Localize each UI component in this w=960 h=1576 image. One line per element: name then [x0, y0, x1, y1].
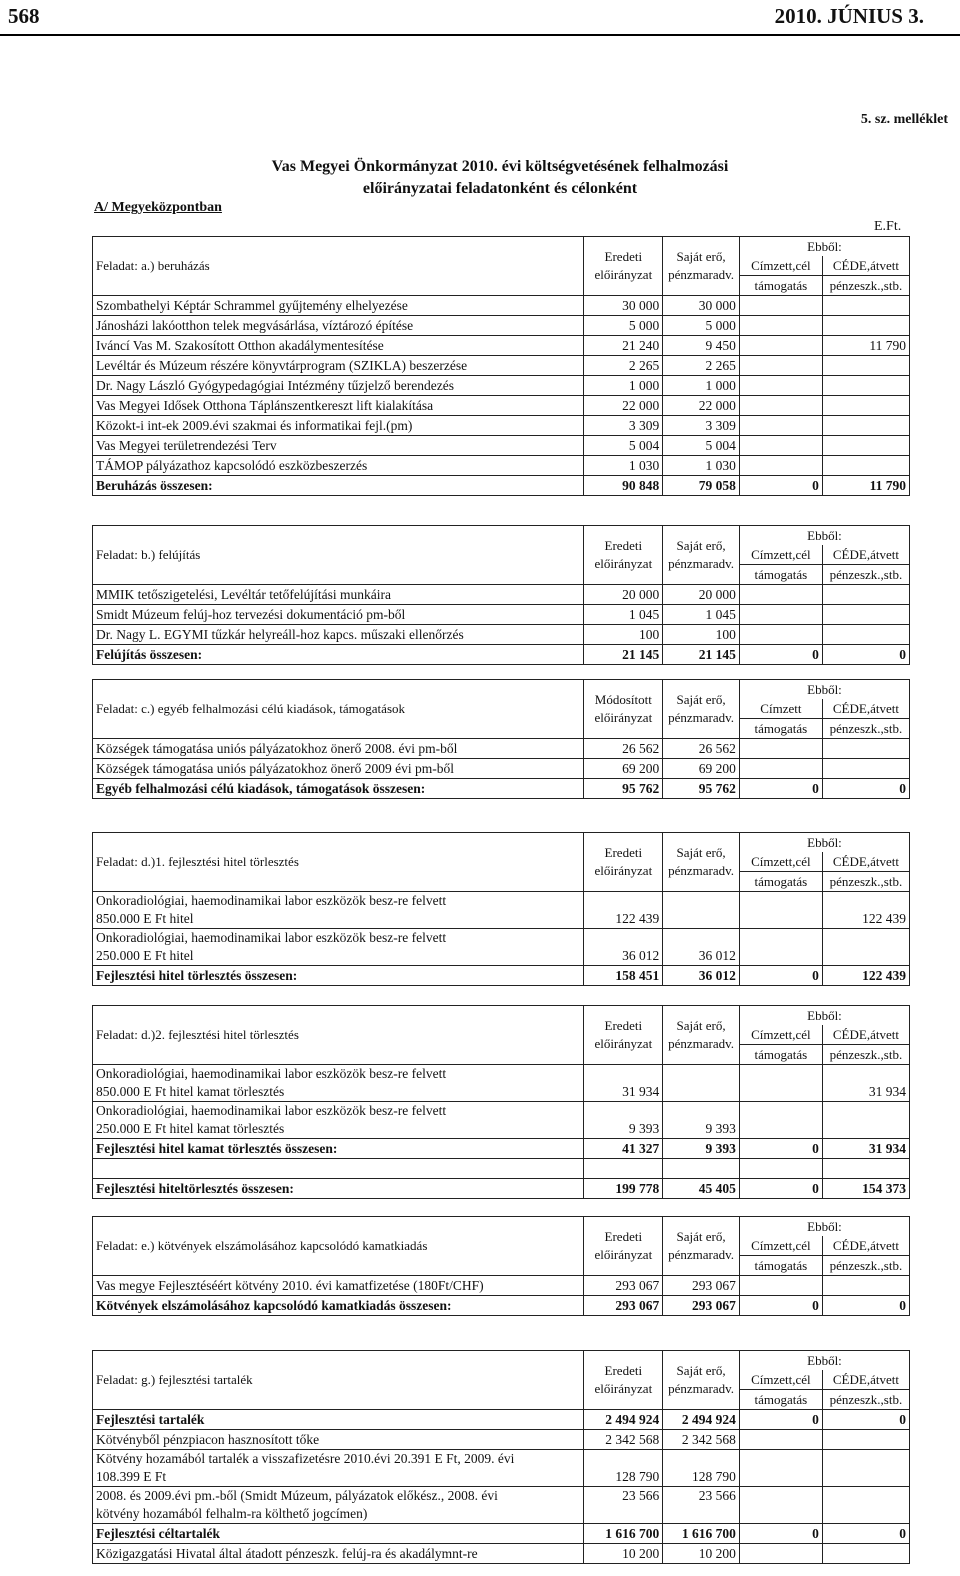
table-row: Közigazgatási Hivatal által átadott pénzeszk. felúj-ra és akadálymnt-re 10 200 10 200: [93, 1544, 910, 1564]
col-ebbol: Ebből:: [739, 1006, 909, 1026]
table-row: Smidt Múzeum felúj-hoz tervezési dokumentáció pm-ből 1 045 1 045: [93, 605, 910, 625]
col-cimzett: Címzett,cél: [739, 1236, 822, 1256]
col-eredeti: Eredeti előirányzat: [584, 1217, 663, 1276]
col-cimzett-2: támogatás: [739, 1256, 822, 1276]
col-sajat: Saját erő, pénzmaradv.: [663, 1217, 740, 1276]
task-title: Feladat: a.) beruházás: [93, 237, 584, 296]
total-row: Kötvények elszámolásához kapcsolódó kamatkiadás összesen: 293 067 293 067 0 0: [93, 1296, 910, 1316]
title-line-1: Vas Megyei Önkormányzat 2010. évi költségvetésének felhalmozási: [271, 158, 729, 175]
table-row: Vas Megyei területrendezési Terv 5 004 5 004: [93, 436, 910, 456]
task-title: Feladat: g.) fejlesztési tartalék: [93, 1351, 584, 1410]
header-row: [93, 1351, 910, 1371]
header-row: [93, 1217, 910, 1237]
col-cede-2: pénzeszk.,stb.: [822, 565, 909, 585]
col-cimzett-2: támogatás: [739, 565, 822, 585]
task-title: Feladat: d.)1. fejlesztési hitel törlesztés: [93, 833, 584, 892]
col-cimzett: Címzett,cél: [739, 852, 822, 872]
col-eredeti: Eredeti előirányzat: [584, 833, 663, 892]
col-cimzett: Címzett: [739, 699, 822, 719]
document-title: [200, 156, 800, 200]
col-cimzett-2: támogatás: [739, 1045, 822, 1065]
table-a-beruhazas: [92, 236, 910, 496]
table-row: Kötvény hozamából tartalék a visszafizetésre 2010.évi 20.391 E Ft, 2009. évi 108.399 E Ft 128 790 128 790: [93, 1450, 910, 1487]
col-ebbol: Ebből:: [739, 526, 909, 546]
col-cimzett: Címzett,cél: [739, 256, 822, 276]
table-row: Vas Megyei Idősek Otthona Táplánszentkereszt lift kialakítása 22 000 22 000: [93, 396, 910, 416]
table-d2-hitel-kamat: [92, 1005, 910, 1199]
header-row: [93, 526, 910, 546]
total-row: Beruházás összesen: 90 848 79 058 0 11 790: [93, 476, 910, 496]
table-b-felujitas: [92, 525, 910, 665]
total-row: Egyéb felhalmozási célú kiadások, támogatások összesen: 95 762 95 762 0 0: [93, 779, 910, 799]
table-row: TÁMOP pályázathoz kapcsolódó eszközbeszerzés 1 030 1 030: [93, 456, 910, 476]
table-row: Dr. Nagy László Gyógypedagógiai Intézmény tűzjelző berendezés 1 000 1 000: [93, 376, 910, 396]
table-row: 2008. és 2009.évi pm.-ből (Smidt Múzeum, pályázatok előkész., 2008. évi kötvény hozamából felhalm-ra költhető jogcímen) 23 566 23 566: [93, 1487, 910, 1524]
table-row: Fejlesztési céltartalék 1 616 700 1 616 700 0 0: [93, 1524, 910, 1544]
table-e-kotveny-kamat: [92, 1216, 910, 1316]
col-ebbol: Ebből:: [739, 237, 909, 257]
col-sajat: Saját erő, pénzmaradv.: [663, 680, 740, 739]
section-label: A/ Megyeközpontban: [94, 200, 222, 215]
col-eredeti: Eredeti előirányzat: [584, 1351, 663, 1410]
table-row: Onkoradiológiai, haemodinamikai labor eszközök besz-re felvett 250.000 E Ft hitel kamat törlesztés 9 393 9 393: [93, 1102, 910, 1139]
table-c-egyeb: [92, 679, 910, 799]
header-row: [93, 833, 910, 853]
col-cede: CÉDE,átvett: [822, 852, 909, 872]
col-cede-2: pénzeszk.,stb.: [822, 719, 909, 739]
col-eredeti: Eredeti előirányzat: [584, 237, 663, 296]
col-cimzett: Címzett,cél: [739, 545, 822, 565]
col-cede-2: pénzeszk.,stb.: [822, 1045, 909, 1065]
table-row: Községek támogatása uniós pályázatokhoz önerő 2008. évi pm-ből 26 562 26 562: [93, 739, 910, 759]
col-ebbol: Ebből:: [739, 833, 909, 853]
col-ebbol: Ebből:: [739, 1351, 909, 1371]
total-row: Fejlesztési hitel törlesztés összesen: 158 451 36 012 0 122 439: [93, 966, 910, 986]
page-date: 2010. JÚNIUS 3.: [774, 4, 924, 28]
total-row: Fejlesztési hitel kamat törlesztés összesen: 41 327 9 393 0 31 934: [93, 1139, 910, 1159]
col-cede: CÉDE,átvett: [822, 1236, 909, 1256]
annex-label: 5. sz. melléklet: [860, 112, 948, 127]
col-cede: CÉDE,átvett: [822, 1025, 909, 1045]
table-row: Onkoradiológiai, haemodinamikai labor eszközök besz-re felvett 850.000 E Ft hitel 122 439 122 439: [93, 892, 910, 929]
col-modositott: Módosított előirányzat: [584, 680, 663, 739]
task-title: Feladat: d.)2. fejlesztési hitel törlesztés: [93, 1006, 584, 1065]
col-cimzett-2: támogatás: [739, 719, 822, 739]
col-sajat: Saját erő, pénzmaradv.: [663, 833, 740, 892]
header-row: [93, 680, 910, 700]
col-cede: CÉDE,átvett: [822, 545, 909, 565]
col-cede: CÉDE,átvett: [822, 1370, 909, 1390]
task-title: Feladat: e.) kötvények elszámolásához kapcsolódó kamatkiadás: [93, 1217, 584, 1276]
header-row: [93, 1006, 910, 1026]
col-cimzett: Címzett,cél: [739, 1025, 822, 1045]
col-eredeti: Eredeti előirányzat: [584, 526, 663, 585]
col-sajat: Saját erő, pénzmaradv.: [663, 1006, 740, 1065]
table-row: Fejlesztési tartalék 2 494 924 2 494 924 0 0: [93, 1410, 910, 1430]
table-row: MMIK tetőszigetelési, Levéltár tetőfelújítási munkáira 20 000 20 000: [93, 585, 910, 605]
unit-label: E.Ft.: [874, 219, 902, 234]
header-row: [93, 237, 910, 257]
col-cimzett: Címzett,cél: [739, 1370, 822, 1390]
table-row: Dr. Nagy L. EGYMI tűzkár helyreáll-hoz kapcs. műszaki ellenőrzés 100 100: [93, 625, 910, 645]
table-row: Vas megye Fejlesztéséért kötvény 2010. évi kamatfizetése (180Ft/CHF) 293 067 293 067: [93, 1276, 910, 1296]
table-g-fejlesztesi-tartalek: [92, 1350, 910, 1564]
page-number: 568: [8, 4, 40, 28]
col-cimzett-2: támogatás: [739, 1390, 822, 1410]
col-cede-2: pénzeszk.,stb.: [822, 872, 909, 892]
col-cimzett-2: támogatás: [739, 276, 822, 296]
table-row: Kötvényből pénzpiacon hasznosított tőke 2 342 568 2 342 568: [93, 1430, 910, 1450]
page-header: [0, 0, 960, 36]
col-eredeti: Eredeti előirányzat: [584, 1006, 663, 1065]
table-row: Levéltár és Múzeum részére könyvtárprogram (SZIKLA) beszerzése 2 265 2 265: [93, 356, 910, 376]
table-row: Jánosházi lakóotthon telek megvásárlása, víztározó építése 5 000 5 000: [93, 316, 910, 336]
table-row: Onkoradiológiai, haemodinamikai labor eszközök besz-re felvett 250.000 E Ft hitel 36 012 36 012: [93, 929, 910, 966]
col-cede-2: pénzeszk.,stb.: [822, 1390, 909, 1410]
table-row: Szombathelyi Képtár Schrammel gyűjtemény elhelyezése 30 000 30 000: [93, 296, 910, 316]
table-row: Onkoradiológiai, haemodinamikai labor eszközök besz-re felvett 850.000 E Ft hitel kamat törlesztés 31 934 31 934: [93, 1065, 910, 1102]
table-row: Községek támogatása uniós pályázatokhoz önerő 2009 évi pm-ből 69 200 69 200: [93, 759, 910, 779]
col-sajat: Saját erő, pénzmaradv.: [663, 237, 740, 296]
title-line-2: előirányzatai feladatonként és célonként: [362, 180, 638, 197]
table-row: Közokt-i int-ek 2009.évi szakmai és informatikai fejl.(pm) 3 309 3 309: [93, 416, 910, 436]
table-d1-hitel-torlesztes: [92, 832, 910, 986]
grand-total-row: Fejlesztési hiteltörlesztés összesen: 199 778 45 405 0 154 373: [93, 1179, 910, 1199]
col-ebbol: Ebből:: [739, 680, 909, 700]
col-cede-2: pénzeszk.,stb.: [822, 1256, 909, 1276]
task-title: Feladat: b.) felújítás: [93, 526, 584, 585]
col-cede: CÉDE,átvett: [822, 256, 909, 276]
col-cede-2: pénzeszk.,stb.: [822, 276, 909, 296]
total-row: Felújítás összesen: 21 145 21 145 0 0: [93, 645, 910, 665]
task-title: Feladat: c.) egyéb felhalmozási célú kiadások, támogatások: [93, 680, 584, 739]
table-row: Iváncí Vas M. Szakosított Otthon akadálymentesítése 21 240 9 450 11 790: [93, 336, 910, 356]
col-ebbol: Ebből:: [739, 1217, 909, 1237]
col-cimzett-2: támogatás: [739, 872, 822, 892]
col-cede: CÉDE,átvett: [822, 699, 909, 719]
col-sajat: Saját erő, pénzmaradv.: [663, 526, 740, 585]
col-sajat: Saját erő, pénzmaradv.: [663, 1351, 740, 1410]
